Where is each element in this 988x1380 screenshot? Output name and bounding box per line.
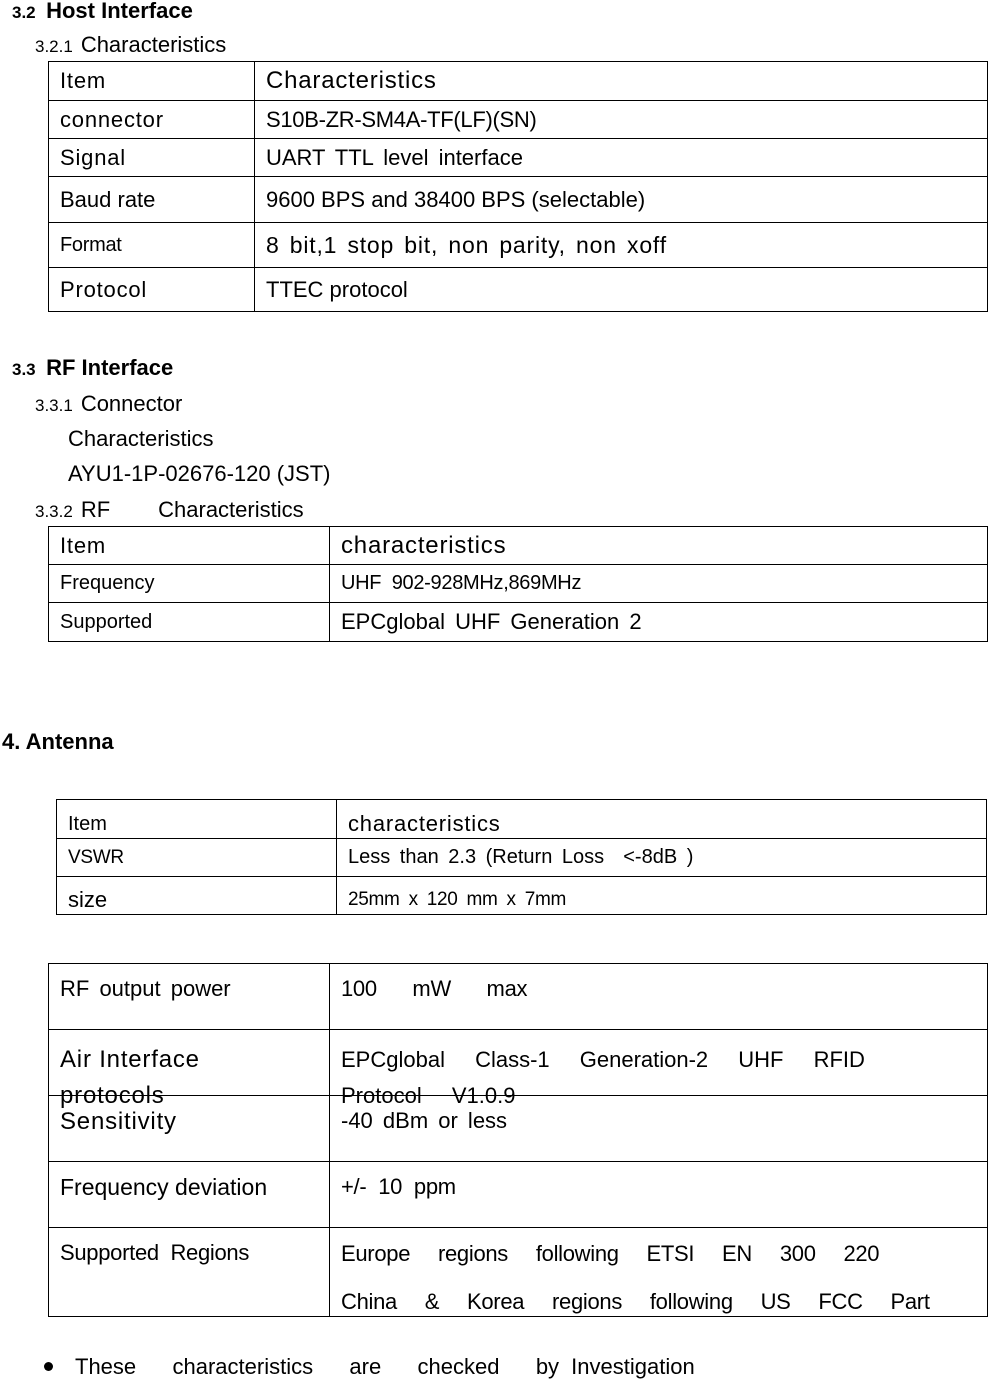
host-interface-table: [48, 61, 988, 312]
table-cell-value: 9600 BPS and 38400 BPS (selectable): [255, 177, 988, 223]
section-heading-rf-interface: [12, 355, 173, 381]
table-cell-value: 100 mW max: [330, 964, 988, 1030]
table-cell-item: Supported: [49, 603, 330, 642]
table-cell-value: [330, 1228, 988, 1317]
table-cell-item: RF output power: [49, 964, 330, 1030]
table-row: [49, 603, 988, 642]
table-cell-value: EPCglobal UHF Generation 2: [330, 603, 988, 642]
table-cell-item: Item: [49, 62, 255, 101]
table-cell-item: Baud rate: [49, 177, 255, 223]
table-cell-item: Sensitivity: [49, 1096, 330, 1162]
regions-line-1: Europe regions following ETSI EN 300 220: [341, 1241, 880, 1266]
table-row: [49, 1228, 988, 1317]
subsection-title: Connector: [80, 391, 183, 416]
table-cell-value: Characteristics: [255, 62, 988, 101]
table-cell-value: Less than 2.3 (Return Loss <-8dB ): [337, 839, 987, 877]
bullet-icon: [44, 1362, 53, 1371]
table-row: [49, 268, 988, 312]
section-title: Host Interface: [46, 0, 193, 23]
table-cell-value: UART TTL level interface: [255, 139, 988, 177]
table-cell-value: 8 bit,1 stop bit, non parity, non xoff: [255, 223, 988, 268]
table-cell-item: Supported Regions: [49, 1228, 330, 1317]
note-text: These characteristics are checked by Investigation: [75, 1354, 695, 1379]
subsection-heading-connector: [35, 391, 182, 417]
section-title: RF Interface: [46, 355, 174, 380]
table-cell-item: Signal: [49, 139, 255, 177]
table-cell-item: [49, 1030, 330, 1109]
table-cell-value: -40 dBm or less: [330, 1096, 988, 1162]
investigation-note: [44, 1354, 695, 1380]
subsection-title-2: Characteristics: [158, 497, 304, 522]
table-cell-item: Frequency: [49, 565, 330, 603]
connector-characteristics-label: Characteristics: [68, 426, 214, 451]
subsection-heading-rf-characteristics: [35, 497, 304, 523]
table-row: [57, 800, 987, 839]
table-cell-item: Protocol: [49, 268, 255, 312]
table-row: [49, 527, 988, 565]
table-cell-value: +/- 10 ppm: [330, 1162, 988, 1228]
table-cell-value: 25mm x 120 mm x 7mm: [337, 877, 987, 915]
table-cell-item: Frequency deviation: [49, 1162, 330, 1228]
table-row: [49, 565, 988, 603]
table-cell-value: characteristics: [337, 800, 987, 839]
subsection-title: Characteristics: [80, 32, 227, 57]
air-interface-label: Air Interface protocols: [60, 1046, 200, 1109]
table-cell-item: connector: [49, 101, 255, 139]
table-row: [49, 964, 988, 1030]
table-row: [49, 223, 988, 268]
table-cell-item: Item: [57, 800, 337, 839]
table-cell-item: Format: [49, 223, 255, 268]
table-row: [57, 877, 987, 915]
section-number: 3.2: [12, 3, 36, 22]
table-cell-value: TTEC protocol: [255, 268, 988, 312]
table-row: [49, 139, 988, 177]
table-row: [49, 62, 988, 101]
table-row: [49, 1096, 988, 1162]
table-cell-item: size: [57, 877, 337, 915]
antenna-heading: 4. Antenna: [2, 729, 114, 754]
subsection-heading-characteristics: [35, 32, 226, 58]
table-row: [49, 1162, 988, 1228]
rf-characteristics-table: [48, 526, 988, 642]
antenna-table: [56, 799, 987, 915]
air-interface-value: EPCglobal Class-1 Generation-2 UHF RFID Protocol V1.0.9: [341, 1047, 865, 1108]
section-number: 3.3: [12, 360, 36, 379]
table-row: [57, 839, 987, 877]
subsection-number: 3.3.1: [35, 396, 73, 415]
table-cell-value: UHF 902-928MHz,869MHz: [330, 565, 988, 603]
subsection-number: 3.2.1: [35, 37, 73, 56]
table-row: [49, 1030, 988, 1096]
table-row: [49, 101, 988, 139]
table-cell-value: [330, 1030, 988, 1108]
table-cell-value: characteristics: [330, 527, 988, 565]
connector-part-number: AYU1-1P-02676-120 (JST): [68, 461, 331, 486]
table-cell-item: Item: [49, 527, 330, 565]
subsection-title: RF: [80, 497, 111, 522]
table-row: [49, 177, 988, 223]
regions-line-2: China & Korea regions following US FCC Part: [341, 1289, 930, 1314]
table-cell-item: VSWR: [57, 839, 337, 877]
rf-output-table: [48, 963, 988, 1317]
section-heading-host-interface: [12, 0, 193, 24]
table-cell-value: S10B-ZR-SM4A-TF(LF)(SN): [255, 101, 988, 139]
subsection-number: 3.3.2: [35, 502, 73, 521]
